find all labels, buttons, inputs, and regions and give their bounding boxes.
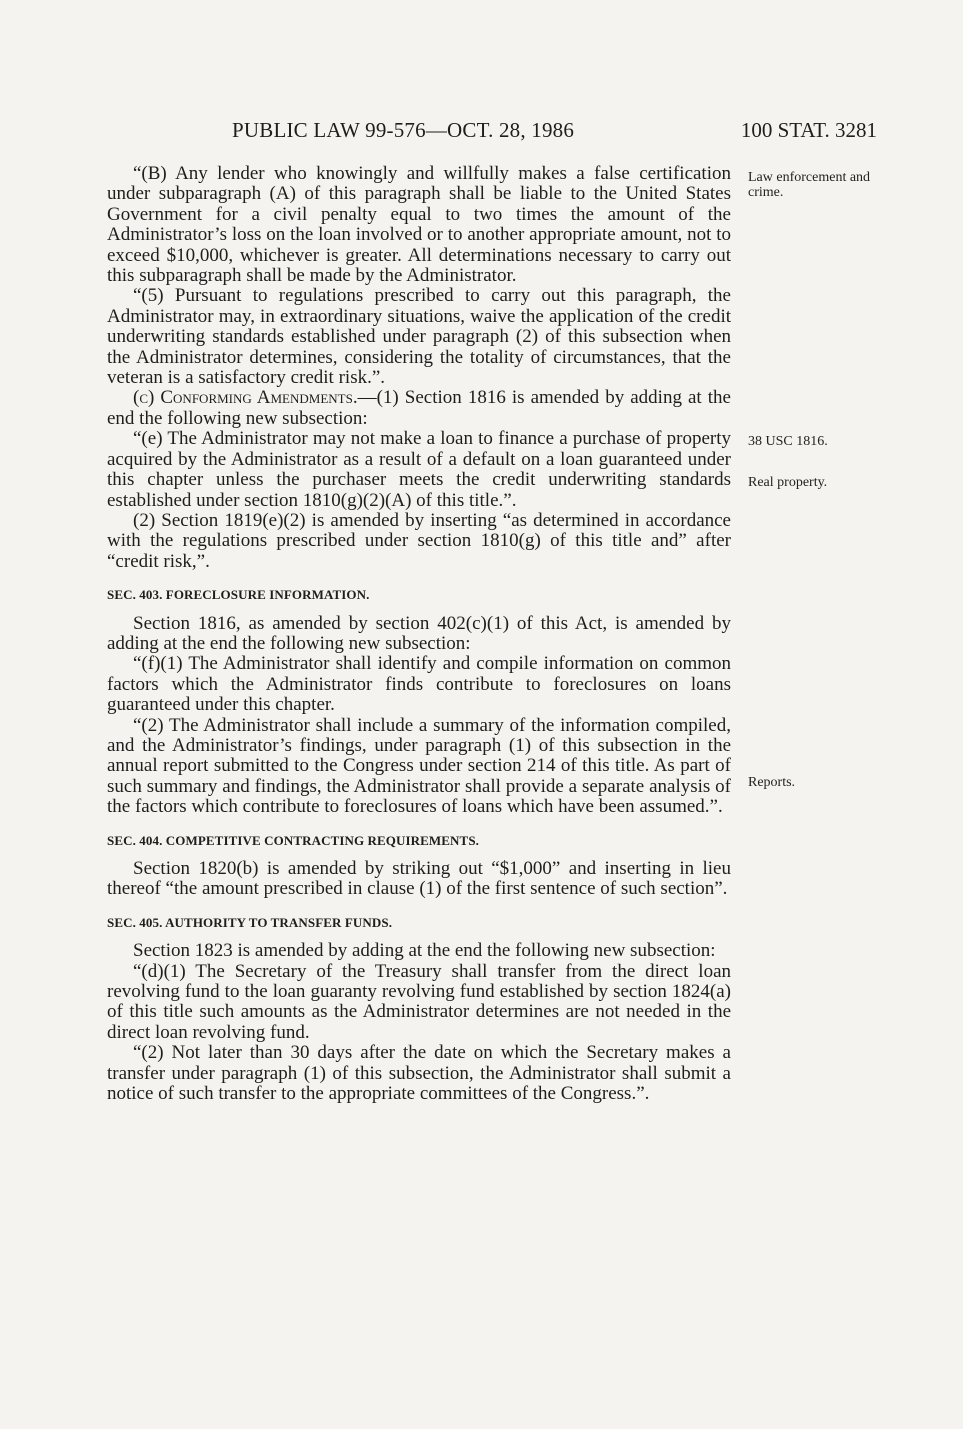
paragraph-2: (2) Section 1819(e)(2) is amended by inserting “as determined in accordance with the regulations prescribed under section 1810(g) of this title and” after “credit risk,”. <box>107 509 731 572</box>
section-403-paragraph-1: Section 1816, as amended by section 402(c)(1) of this Act, is amended by adding at the end the following new subsection: <box>107 612 731 654</box>
conforming-amendments-label: (c) Conforming Amendments. <box>133 387 358 409</box>
margin-note-law-enforcement: Law enforcement and crime. <box>748 170 871 200</box>
section-404-heading: SEC. 404. COMPETITIVE CONTRACTING REQUIREMENTS. <box>107 832 480 848</box>
header-title: PUBLIC LAW 99-576—OCT. 28, 1986 <box>232 118 575 142</box>
margin-note-real-property: Real property. <box>748 475 828 490</box>
section-405-paragraph-1: Section 1823 is amended by adding at the end the following new subsection: <box>133 940 716 962</box>
paragraph-e: “(e) The Administrator may not make a loan to finance a purchase of property acquired by the Administrator as a result of a default on a loan guaranteed under this chapter unless the purchaser meets the credit underwriting standards established under section 1810(g)(2)(A) of this title.”. <box>107 428 731 511</box>
paragraph-5: “(5) Pursuant to regulations prescribed to carry out this paragraph, the Administrator may, in extraordinary situations, waive the application of the credit underwriting standards established under paragraph (2) of this subsection when the Administrator determines, considering the totality of circumstances, that the veteran is a satisfactory credit risk.”. <box>107 285 731 389</box>
body-text <box>107 164 731 1104</box>
page-header <box>232 118 877 148</box>
header-stat: 100 STAT. 3281 <box>740 118 877 142</box>
paragraph-c <box>107 388 731 429</box>
paragraph-b: “(B) Any lender who knowingly and willfully makes a false certification under subparagraph (A) of this paragraph shall be liable to the United States Government for a civil penalty equal to two times the amount of the Administrator’s loss on the loan involved or to another appropriate amount, not to exceed $10,000, whichever is greater. All determinations necessary to carry out this subparagraph shall be made by the Administrator. <box>107 163 731 287</box>
section-403-heading: SEC. 403. FORECLOSURE INFORMATION. <box>107 587 370 603</box>
section-404-paragraph-1: Section 1820(b) is amended by striking out “$1,000” and inserting in lieu thereof “the amount prescribed in clause (1) of the first sentence of such section”. <box>107 858 731 900</box>
section-403-paragraph-2: “(f)(1) The Administrator shall identify and compile information on common factors which the Administrator finds contribute to foreclosures on loans guaranteed under this chapter. <box>107 653 731 716</box>
section-405-paragraph-2: “(d)(1) The Secretary of the Treasury shall transfer from the direct loan revolving fund to the loan guaranty revolving fund established by section 1824(a) of this title such amounts as the Administrator determines are not needed in the direct loan revolving fund. <box>107 960 731 1043</box>
conforming-amendments-text: —(1) Section 1816 is amended by adding at the end the following new subsection: <box>107 387 731 429</box>
margin-note-usc: 38 USC 1816. <box>748 434 828 449</box>
margin-note-reports: Reports. <box>748 775 796 790</box>
section-405-heading: SEC. 405. AUTHORITY TO TRANSFER FUNDS. <box>107 914 393 930</box>
section-405-paragraph-3: “(2) Not later than 30 days after the date on which the Secretary makes a transfer under paragraph (1) of this subsection, the Administrator shall submit a notice of such transfer to the appropriate committees of the Congress.”. <box>107 1042 731 1105</box>
section-403-paragraph-3: “(2) The Administrator shall include a summary of the information compiled, and the Administrator’s findings, under paragraph (1) of this subsection in the annual report submitted to the Congress under section 214 of this title. As part of such summary and findings, the Administrator shall provide a separate analysis of the factors which contribute to foreclosures of loans which have been assumed.”. <box>107 714 731 818</box>
